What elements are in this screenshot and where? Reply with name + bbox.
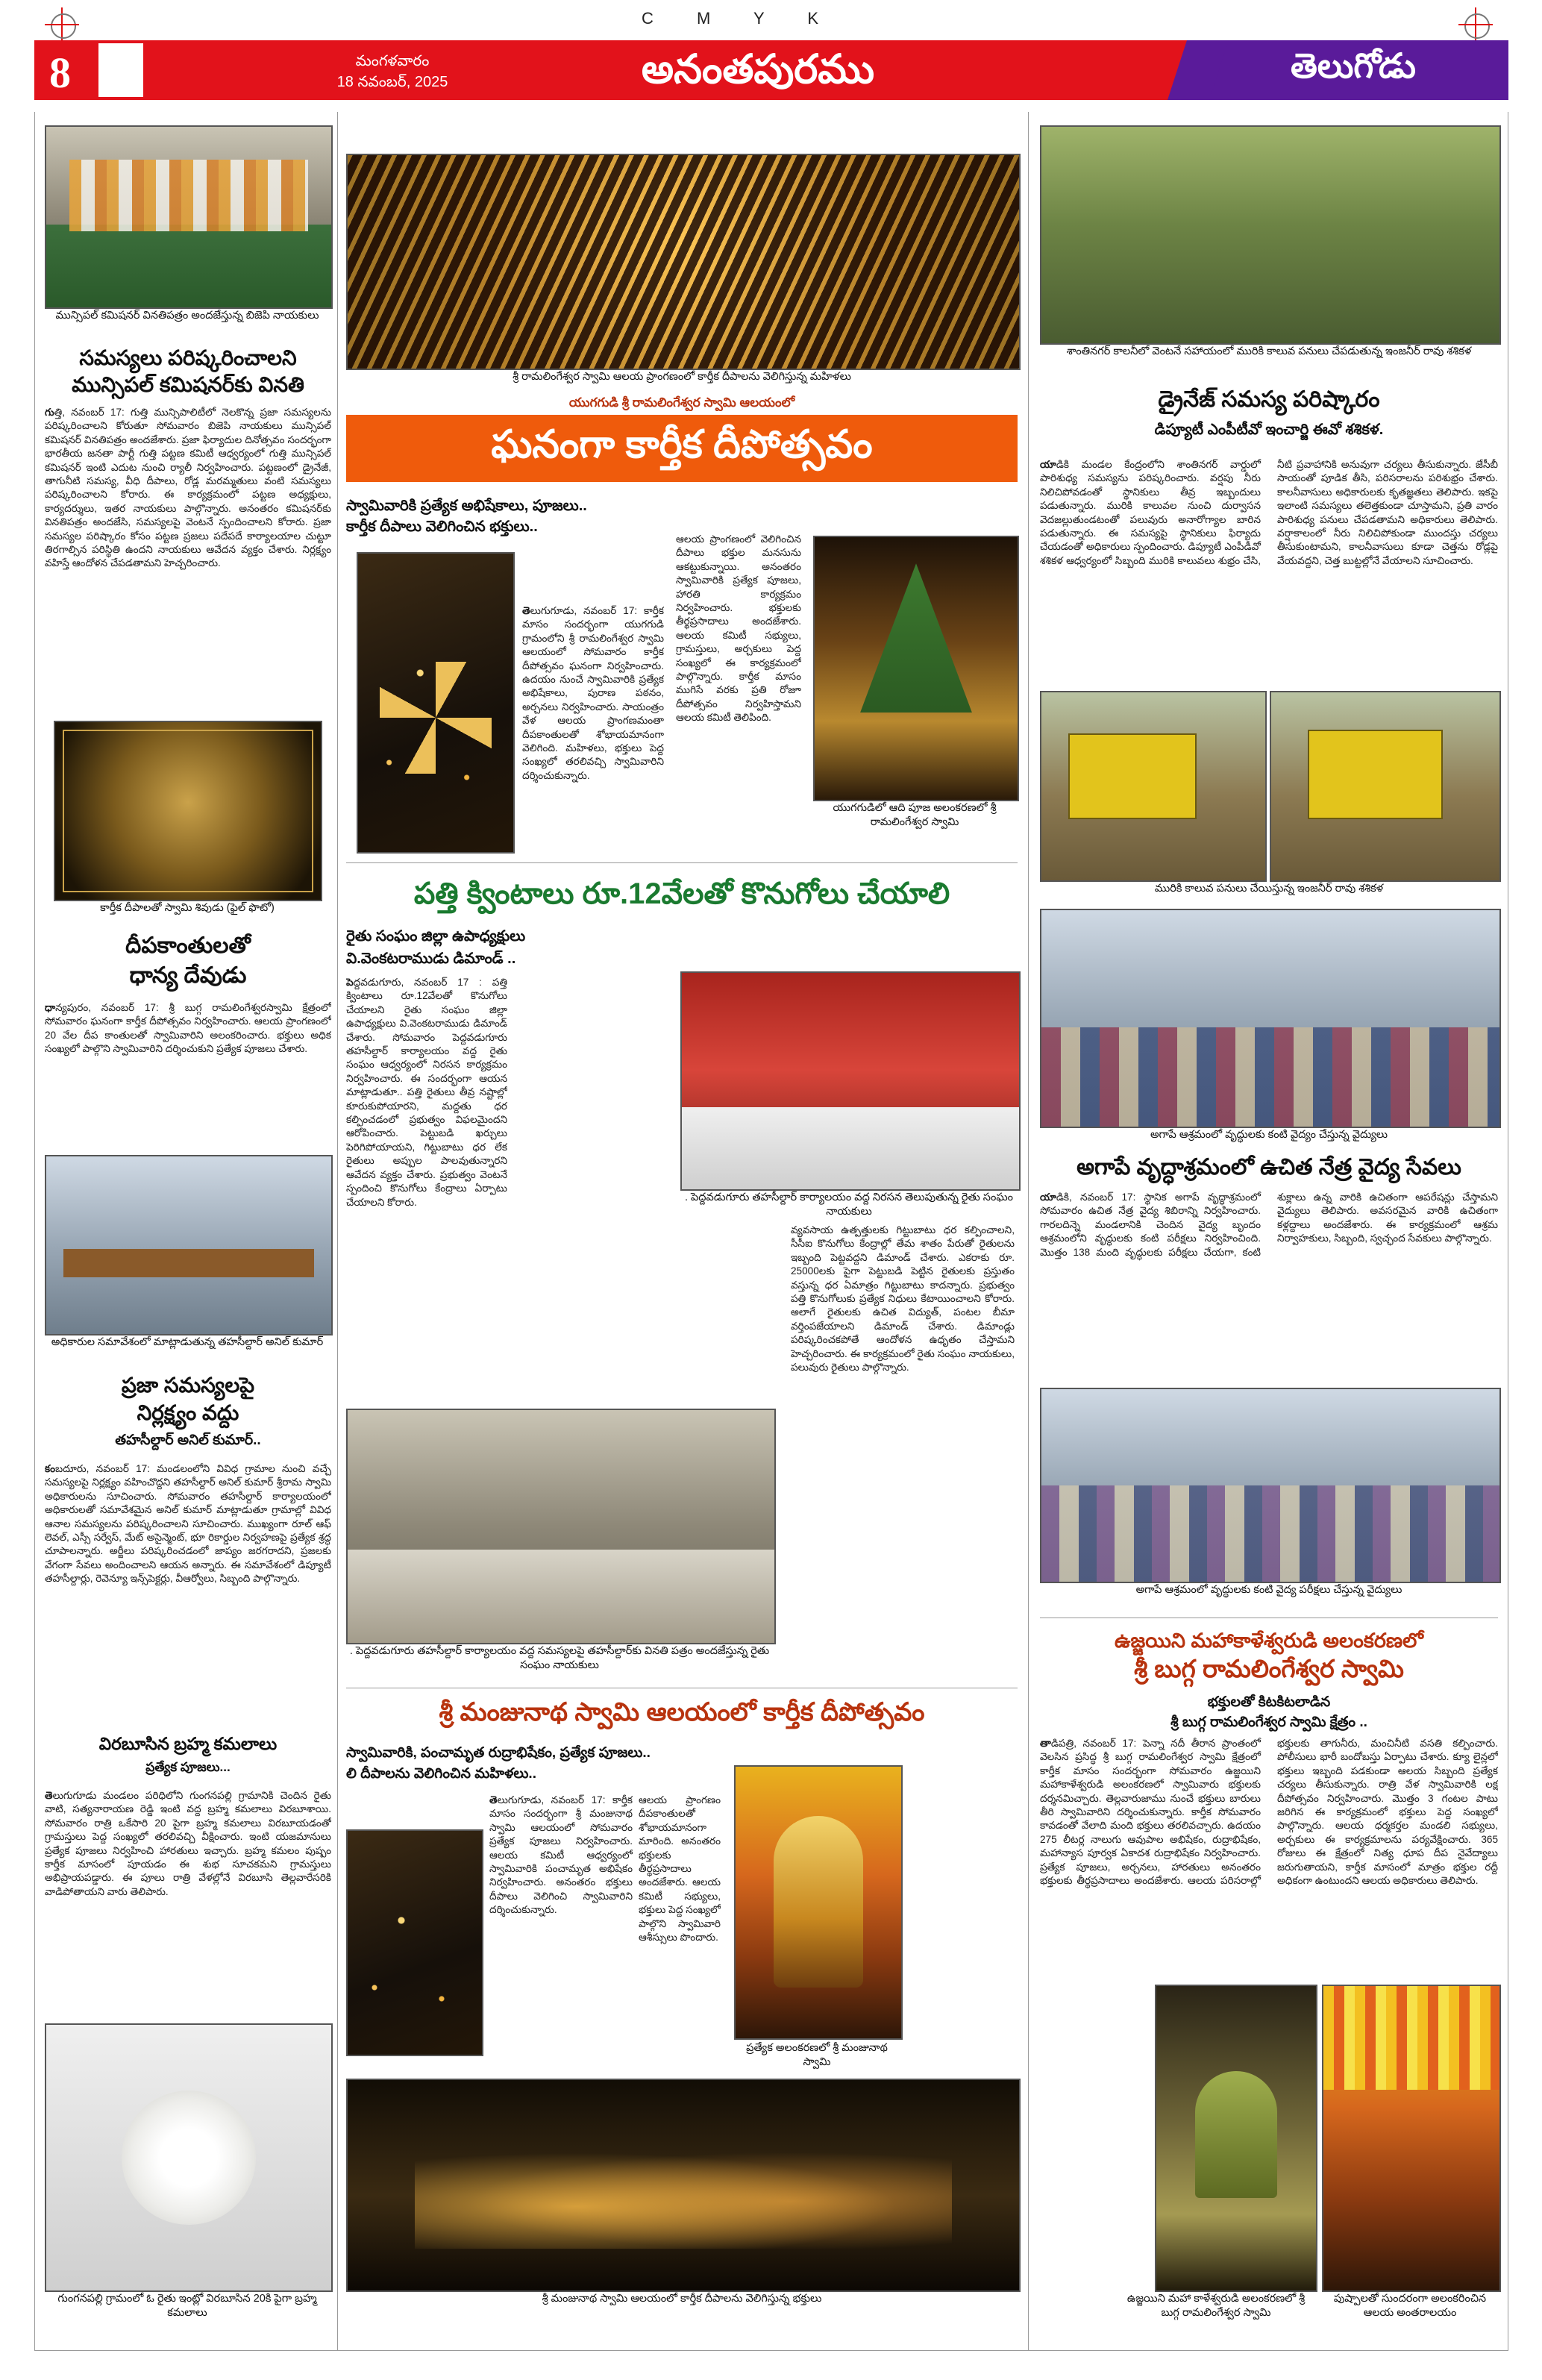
photo-farmers-protest xyxy=(680,971,1021,1191)
headline-manjunath: శ్రీ మంజునాథ స్వామి ఆలయంలో కార్తీక దీపోత్సవం xyxy=(439,1698,925,1726)
subhead-manjunath: స్వామివారికి, పంచామృత రుద్రాభిషేకం, ప్రత్యేక పూజలు.. లి దీపాలను వెలిగించిన మహిళలు.. xyxy=(346,1745,651,1782)
photo-jcb-1 xyxy=(1040,691,1267,882)
photo-caption: శ్రీ మంజునాథ స్వామి ఆలయంలో కార్తీక దీపాలను వెలిగిస్తున్న భక్తులు xyxy=(542,2293,822,2305)
photo-caption: ఉజ్జయిని మహా కాళేశ్వరుడి అలంకరణలో శ్రీ బుగ్గ రామలింగేశ్వర స్వామి xyxy=(1126,2293,1306,2319)
masthead-day: మంగళవారం xyxy=(355,53,430,69)
photo-eye-camp-2 xyxy=(1040,1388,1501,1583)
headline-cotton: పత్తి క్వింటాలు రూ.12వేలతో కొనుగోలు చేయాలి xyxy=(413,877,950,910)
photo-caption: అగాపే ఆశ్రమంలో వృద్ధులకు కంటి వైద్యం చేస్తున్న వైద్యులు xyxy=(1150,1129,1388,1141)
photo-petition-handover xyxy=(346,1409,776,1644)
photo-caption: పుష్పాలతో సుందరంగా అలంకరించిన ఆలయ అంతరాలయం xyxy=(1333,2293,1487,2319)
cmyk-label: C M Y K xyxy=(642,9,839,28)
photo-manjunath-decorated xyxy=(734,1765,903,2040)
photo-caption: అగాపే ఆశ్రమంలో వృద్ధులకు కంటి వైద్య పరీక్షలు చేస్తున్న వైద్యులు xyxy=(1135,1584,1402,1596)
photo-drainage-site xyxy=(1040,125,1501,345)
photo-devotees-lamps xyxy=(346,2079,1021,2292)
article-body-center-1: తెలుగుగూడు, నవంబర్ 17: కార్తీక మాసం సందర్భంగా యుగగుడి గ్రామంలోని శ్రీ రామలింగేశ్వర స్వామి ఆలయంలో సోమవారం కార్తీక దీపోత్సవం ఘనంగా నిర్వహించారు. ఉదయం నుంచే స్వామివారికి ప్రత్యేక అభిషేకాలు, పురాణ పఠనం, అర్చనలు నిర్వహించారు. సాయంత్రం వేళ ఆలయ ప్రాంగణమంతా దీపకాంతులతో శోభాయమానంగా వెలిగింది. మహిళలు, భక్తులు పెద్ద సంఖ్యలో తరలివచ్చి స్వామివారిని దర్శించుకున్నారు. xyxy=(522,605,664,781)
kicker: యుగగుడి శ్రీ రామలింగేశ్వర స్వామి ఆలయంలో xyxy=(568,395,795,410)
photo-caption: శ్రీ రామలింగేశ్వర స్వామి ఆలయ ప్రాంగణంలో కార్తీక దీపాలను వెలిగిస్తున్న మహిళలు xyxy=(513,371,851,383)
article-body-1: గుత్తి, నవంబర్ 17: గుత్తి మున్సిపాలిటీలో నెలకొన్న ప్రజా సమస్యలను పరిష్కరించాలని కోరుతూ సోమవారం బిజెపి నాయకులు మున్సిపల్ కమిషనర్ వినతిపత్రం అందజేశారు. ప్రజా ఫిర్యాదుల దినోత్సవం సందర్భంగా భారతీయ జనతా పార్టీ గుత్తి పట్టణ కమిటీ ఆధ్వర్యంలో గుత్తి మున్సిపల్ కమిషనర్ ఇంటి ఎదుట నుంచి ర్యాలీ నిర్వహించారు. పట్టణంలో డ్రైనేజీ, తాగునీటి సమస్య, వీధి దీపాలు, రోడ్ల మరమ్మతులు వంటి సమస్యలు పరిష్కరించాలని కోరారు. ఈ కార్యక్రమంలో పట్టణ అధ్యక్షులు, కార్యదర్శులు, ఇతర నాయకులు పాల్గొన్నారు. అనంతరం కమిషనర్‌కు వినతిపత్రం అందజేసి, సమస్యలపై వెంటనే స్పందించాలని కోరారు. ప్రజా సమస్యల పరిష్కారం కోసం పట్టణ ప్రజలు పదేపదే కార్యాలయాల చుట్టూ తిరగాల్సిన పరిస్థితి ఉందని నాయకులు ఆవేదన వ్యక్తం చేశారు. నిర్లక్ష్యం వహిస్తే ఆందోళన చేపడతామని హెచ్చరించారు. xyxy=(45,407,331,569)
brand-name: తెలుగోడు xyxy=(1291,46,1416,85)
edition-title: అనంతపురము xyxy=(641,47,875,92)
headline-1: సమస్యలు పరిష్కరించాలని మున్సిపల్ కమిషనర్‌కు వినతి xyxy=(72,346,304,396)
photo-caption: మున్సిపల్ కమిషనర్ వినతిపత్రం అందజేస్తున్న బిజెపి నాయకులు xyxy=(55,310,319,322)
photo-caption: . పెద్దవడుగూరు తహసీల్దార్ కార్యాలయం వద్ద నిరసన తెలుపుతున్న రైతు సంఘం నాయకులు xyxy=(684,1191,1014,1218)
page-number-box xyxy=(34,40,98,100)
subhead-cotton: రైతు సంఘం జిల్లా ఉపాధ్యక్షులు వి.వెంకటరాముడు డిమాండ్ .. xyxy=(346,928,526,967)
photo-jcb-2 xyxy=(1270,691,1501,882)
headline-3: ప్రజా సమస్యలపై నిర్లక్ష్యం వద్దు తహసీల్దార్ అనిల్ కుమార్.. xyxy=(115,1374,261,1448)
photo-caption: మురికి కాలువ పనులు చేయిస్తున్న ఇంజనీర్ రావు శశికళ xyxy=(1154,883,1384,895)
article-body-eyecamp: యాడికి, నవంబర్ 17: స్థానిక అగాపే వృద్ధాశ్రమంలో సోమవారం ఉచిత నేత్ర వైద్య శిబిరాన్ని నిర్వహించారు. గారలదిన్నె మండలానికి చెందిన వైద్య బృందం ఆశ్రమంలోని వృద్ధులకు కంటి పరీక్షలు నిర్వహించింది. మొత్తం 138 మంది వృద్ధులకు పరీక్షలు చేయగా, కంటి శుక్లాలు ఉన్న వారికి ఉచితంగా ఆపరేషన్లు చేస్తామని వైద్యులు తెలిపారు. అవసరమైన వారికి ఉచితంగా కళ్లద్దాలు అందజేశారు. ఈ కార్యక్రమంలో ఆశ్రమ నిర్వాహకులు, సిబ్బంది, స్వచ్ఛంద సేవకులు పాల్గొన్నారు. xyxy=(1040,1191,1498,1258)
photo-caption: . పెద్దవడుగూరు తహసీల్దార్ కార్యాలయం వద్ద సమస్యలపై తహసీల్దార్‌కు వినతి పత్రం అందజేస్తున్న రైతు సంఘం నాయకులు xyxy=(349,1645,770,1671)
article-body-center-2: ఆలయ ప్రాంగణంలో వెలిగించిన దీపాలు భక్తుల మనసును ఆకట్టుకున్నాయి. అనంతరం స్వామివారికి ప్రత్యేక పూజలు, హారతి కార్యక్రమం నిర్వహించారు. భక్తులకు తీర్థప్రసాదాలు అందజేశారు. ఆలయ కమిటీ సభ్యులు, గ్రామస్తులు, అర్చకులు పెద్ద సంఖ్యలో ఈ కార్యక్రమంలో పాల్గొన్నారు. కార్తీక మాసం ముగిసే వరకు ప్రతి రోజూ దీపోత్సవం నిర్వహిస్తామని ఆలయ కమిటీ తెలిపింది. xyxy=(676,533,801,724)
article-body-2: ధాన్యపురం, నవంబర్ 17: శ్రీ బుగ్గ రామలింగేశ్వరస్వామి క్షేత్రంలో సోమవారం ఘనంగా కార్తీక దీపోత్సవం నిర్వహించారు. ఆలయ ప్రాంగణంలో 20 వేల దీప కాంతులతో స్వామివారిని అలంకరించారు. భక్తులు అధిక సంఖ్యలో పాల్గొని స్వామివారిని దర్శించుకుని ప్రత్యేక పూజలు చేశారు. xyxy=(45,1002,331,1055)
article-body-manjunath-2: ఆలయ ప్రాంగణం దీపకాంతులతో శోభాయమానంగా మారింది. అనంతరం భక్తులకు తీర్థప్రసాదాలు అందజేశారు. ఆలయ కమిటీ సభ్యులు, భక్తులు పెద్ద సంఖ్యలో పాల్గొని స్వామివారి ఆశీస్సులు పొందారు. xyxy=(639,1794,721,1944)
brand-logo xyxy=(1198,40,1508,100)
photo-caption: గుంగనపల్లి గ్రామంలో ఓ రైతు ఇంట్లో విరబూసిన 20కి పైగా బ్రహ్మ కమలాలు xyxy=(57,2293,317,2319)
photo-caption: ప్రత్యేక అలంకరణలో శ్రీ మంజునాథ స్వామి xyxy=(746,2042,888,2068)
headline-eyecamp: అగాపే వృద్ధాశ్రమంలో ఉచిత నేత్ర వైద్య సేవలు xyxy=(1076,1155,1461,1180)
subhead-ujjaini: భక్తులతో కిటకిటలాడిన శ్రీ బుగ్గ రామలింగేశ్వర స్వామి క్షేత్రం .. xyxy=(1170,1694,1367,1730)
masthead-date xyxy=(295,51,489,93)
article-body-ujjaini: తాడిపత్రి, నవంబర్ 17: పెన్నా నదీ తీరాన ప్రాంతంలో వెలసిన ప్రసిద్ధ శ్రీ బుగ్గ రామలింగేశ్వర స్వామి క్షేత్రంలో కార్తీక మాసం సందర్భంగా సోమవారం ఉజ్జయిని మహాకాళేశ్వరుడి అలంకరణలో స్వామివారు భక్తులకు దర్శనమిచ్చారు. తెల్లవారుజాము నుంచే భక్తులు బారులు తీరి స్వామివారిని దర్శించుకున్నారు. కార్తీక సోమవారం కావడంతో వేలాది మంది భక్తులు తరలివచ్చారు. ఉదయం 275 లీటర్ల నాలుగు ఆవుపాల అభిషేకం, రుద్రాభిషేకం, మహాన్యాస పూర్వక ఏకాదశ రుద్రాభిషేకం నిర్వహించారు. ప్రత్యేక పూజలు, అర్చనలు, హారతులు అనంతరం భక్తులకు తీర్థప్రసాదాలు అందజేశారు. ఆలయ పరిసరాల్లో భక్తులకు తాగునీరు, మంచినీటి వసతి కల్పించారు. పోలీసులు భారీ బందోబస్తు ఏర్పాటు చేశారు. క్యూ లైన్లలో భక్తులు ఇబ్బంది పడకుండా ఆలయ సిబ్బంది ప్రత్యేక చర్యలు తీసుకున్నారు. రాత్రి వేళ స్వామివారికి లక్ష దీపోత్సవం నిర్వహించారు. మొత్తం 3 గంటల పాటు జరిగిన ఈ కార్యక్రమంలో భక్తులు పెద్ద సంఖ్యలో పాల్గొన్నారు. ఆలయ ధర్మకర్తల మండలి సభ్యులు, అర్చకులు ఈ కార్యక్రమాలను పర్యవేక్షించారు. 365 రోజులు ఈ క్షేత్రంలో నిత్య ధూప దీప నైవేద్యాలు జరుగుతాయని, కార్తీక మాసంలో మాత్రం భక్తుల రద్దీ అధికంగా ఉంటుందని ఆలయ అధికారులు తెలిపారు. xyxy=(1040,1738,1498,1887)
article-body-3: కంబదూరు, నవంబర్ 17: మండలంలోని వివిధ గ్రామాల నుంచి వచ్చే సమస్యలపై నిర్లక్ష్యం వహించొద్దని తహసీల్దార్ అనిల్ కుమార్ శ్రీరామ స్వామి అధికారులను సూచించారు. సోమవారం తహసీల్దార్ కార్యాలయంలో అధికారులతో సమావేశమైన అనిల్ కుమార్ మాట్లాడుతూ గ్రామాల్లో వివిధ ఆనాల సమస్యలను పరిష్కరించాలని సూచించారు. ముఖ్యంగా రూల్ ఆఫ్ లెవల్, ఎస్సీ సర్వేస్, మేట్ అసైన్మెంట్, భూ రికార్డుల నిర్వహణపై ప్రత్యేక శ్రద్ధ చూపాలన్నారు. అర్జీలు పరిష్కరించడంలో జాప్యం జరగరాదని, ప్రజలకు వేగంగా సేవలు అందించాలని ఆయన అన్నారు. ఈ సమావేశంలో డిప్యూటీ తహసీల్దార్లు, రెవెన్యూ ఇన్స్‌పెక్టర్లు, వీఆర్వోలు, సిబ్బంది పాల్గొన్నారు. xyxy=(45,1463,331,1585)
article-body-manjunath-1: తెలుగుగూడు, నవంబర్ 17: కార్తీక మాసం సందర్భంగా శ్రీ మంజునాథ స్వామి ఆలయంలో సోమవారం ప్రత్యేక పూజలు నిర్వహించారు. ఆలయ కమిటీ ఆధ్వర్యంలో స్వామివారికి పంచామృత అభిషేకం నిర్వహించారు. అనంతరం భక్తులు దీపాలు వెలిగించి స్వామివారిని దర్శించుకున్నారు. xyxy=(489,1794,633,1916)
photo-officers-meeting xyxy=(45,1155,333,1335)
photo-sanctum-decorated xyxy=(1322,1985,1501,2292)
masthead-spacer xyxy=(98,43,143,97)
page-number: 8 xyxy=(49,48,71,97)
photo-lamp-array xyxy=(357,552,515,854)
headline-4: విరబూసిన బ్రహ్మ కమలాలు ప్రత్యేక పూజలు... xyxy=(98,1734,278,1774)
photo-shiva-lamps xyxy=(54,721,322,901)
article-body-4: తెలుగుగూడు మండలం పరిధిలోని గుంగనపల్లి గ్రామానికి చెందిన రైతు వాటి, సత్యనారాయణ రెడ్డి ఇంటి వద్ద బ్రహ్మ కమలాలు విరబూశాయి. సోమవారం రాత్రి ఒకేసారి 20 పైగా బ్రహ్మ కమలాలు విరబూయడంతో గ్రామస్తులు పెద్ద సంఖ్యలో తరలివచ్చి వీక్షించారు. ఇంటి యజమానులు ప్రత్యేక పూజలు నిర్వహించి హారతులు ఇచ్చారు. బ్రహ్మ కమలం పుష్పం కార్తీక మాసంలో పూయడం ఈ శుభ సూచకమని గ్రామస్తులు అభిప్రాయపడ్డారు. ఈ పూలు రాత్రి వేళల్లోనే విరబూసి తెల్లవారేసరికి వాడిపోతాయని వారు తెలిపారు. xyxy=(45,1790,331,1897)
photo-mahakaleshwar-idol xyxy=(1155,1985,1317,2292)
cmyk-bar xyxy=(0,6,1542,31)
article-body-drainage: యాడికి మండల కేంద్రంలోని శాంతినగర్ వార్డులో పారిశుధ్య సమస్యను పరిష్కరించారు. వర్షపు నీరు నిలిచిపోవడంతో స్థానికులు తీవ్ర ఇబ్బందులు పడుతున్నారు. మురికి కాలువల నుంచి దుర్వాసన వెదజల్లుతుండటంతో పలువురు అనారోగ్యాల బారిన పడుతున్నారు. ఈ సమస్యపై స్థానికులు ఫిర్యాదు చేయడంతో అధికారులు స్పందించారు. డిప్యూటీ ఎంపీడీవో శశికళ ఆధ్వర్యంలో సిబ్బంది మురికి కాలువలు శుభ్రం చేసి, నీటి ప్రవాహానికి అనువుగా చర్యలు తీసుకున్నారు. జేసీబీ సాయంతో పూడిక తీసి, పరిసరాలను పరిశుభ్రం చేశారు. కాలనీవాసులు అధికారులకు కృతజ్ఞతలు తెలిపారు. ఇకపై ఇలాంటి సమస్యలు తలెత్తకుండా చూస్తామని, ప్రతి వారం పారిశుధ్య పనులు చేపడతామని అధికారులు తెలిపారు. వర్షాకాలంలో నీరు నిలిచిపోకుండా ముందస్తు చర్యలు తీసుకుంటామని, కాలనీవాసులు కూడా చెత్తను రోడ్లపై వేయవద్దని, చెత్త బుట్టల్లోనే వేయాలని సూచించారు. xyxy=(1040,459,1498,566)
photo-eye-camp-1 xyxy=(1040,909,1501,1128)
masthead xyxy=(34,40,1508,100)
subhead-main: స్వామివారికి ప్రత్యేక అభిషేకాలు, పూజలు.. కార్తీక దీపాలు వెలిగించిన భక్తులు.. xyxy=(346,498,587,535)
photo-temple-lamps-night xyxy=(346,1829,483,2056)
masthead-date-value: 18 నవంబర్, 2025 xyxy=(336,74,448,90)
article-body-cotton-1: పెద్దవడుగూరు, నవంబర్ 17 : పత్తి క్వింటాలు రూ.12వేలతో కొనుగోలు చేయాలని రైతు సంఘం జిల్లా ఉపాధ్యక్షులు వి.వెంకటరాముడు డిమాండ్ చేశారు. సోమవారం పెద్దవడుగూరు తహసీల్దార్ కార్యాలయం వద్ద రైతు సంఘం ఆధ్వర్యంలో నిరసన కార్యక్రమం నిర్వహించారు. ఈ సందర్భంగా ఆయన మాట్లాడుతూ.. పత్తి రైతులు తీవ్ర నష్టాల్లో కూరుకుపోయారని, మద్దతు ధర కల్పించడంలో ప్రభుత్వం విఫలమైందని ఆరోపించారు. పెట్టుబడి ఖర్చులు పెరిగిపోయాయని, గిట్టుబాటు ధర లేక రైతులు అప్పుల పాలవుతున్నారని ఆవేదన వ్యక్తం చేశారు. ప్రభుత్వం వెంటనే స్పందించి కొనుగోలు కేంద్రాలు ఏర్పాటు చేయాలని కోరారు. xyxy=(346,977,507,1208)
headline-ujjaini: ఉజ్జయిని మహాకాళేశ్వరుడి అలంకరణలో శ్రీ బుగ్గ రామలింగేశ్వర స్వామి xyxy=(1115,1629,1423,1682)
photo-bjp-petition xyxy=(45,125,333,309)
photo-brahma-kamalam xyxy=(45,2023,333,2292)
photo-karthika-lamps-main xyxy=(346,154,1021,370)
headline-main: ఘనంగా కార్తీక దీపోత్సవం xyxy=(491,423,873,466)
photo-deity-decorated xyxy=(813,536,1019,801)
headline-2: దీపకాంతులతో ధాన్య దేవుడు xyxy=(125,933,251,988)
photo-caption: శాంతినగర్ కాలనీలో వెంటనే సహాయంలో మురికి కాలువ పనులు చేపడుతున్న ఇంజనీర్ రావు శశికళ xyxy=(1066,345,1472,357)
photo-caption: అధికారుల సమావేశంలో మాట్లాడుతున్న తహసీల్దార్ అనిల్ కుమార్ xyxy=(51,1336,324,1348)
photo-caption: కార్తీక దీపాలతో స్వామి శివుడు (ఫైల్ ఫొటో) xyxy=(100,902,275,914)
photo-caption: యుగగుడిలో ఆది పూజ అలంకరణలో శ్రీ రామలింగేశ్వర స్వామి xyxy=(833,802,997,828)
article-body-cotton-2: వ్యవసాయ ఉత్పత్తులకు గిట్టుబాటు ధర కల్పించాలని, సీసీఐ కొనుగోలు కేంద్రాల్లో తేమ శాతం పేరుతో రైతులను ఇబ్బంది పెట్టవద్దని డిమాండ్ చేశారు. ఎకరాకు రూ. 25000లకు పైగా పెట్టుబడి పెట్టిన రైతులకు ప్రస్తుతం వస్తున్న ధర ఏమాత్రం గిట్టుబాటు కాదన్నారు. ప్రభుత్వం పత్తి కొనుగోలుకు ప్రత్యేక నిధులు కేటాయించాలని కోరారు. అలాగే రైతులకు ఉచిత విద్యుత్, పంటల బీమా వర్తింపజేయాలని డిమాండ్ చేశారు. డిమాండ్లు పరిష్కరించకపోతే ఆందోళన ఉధృతం చేస్తామని హెచ్చరించారు. ఈ కార్యక్రమంలో రైతు సంఘం నాయకులు, పలువురు రైతులు పాల్గొన్నారు. xyxy=(791,1224,1015,1374)
headline-drainage: డ్రైనేజ్ సమస్య పరిష్కారం డిప్యూటీ ఎంపీటీవో ఇంచార్జి ఈవో శశికళ. xyxy=(1154,387,1384,438)
